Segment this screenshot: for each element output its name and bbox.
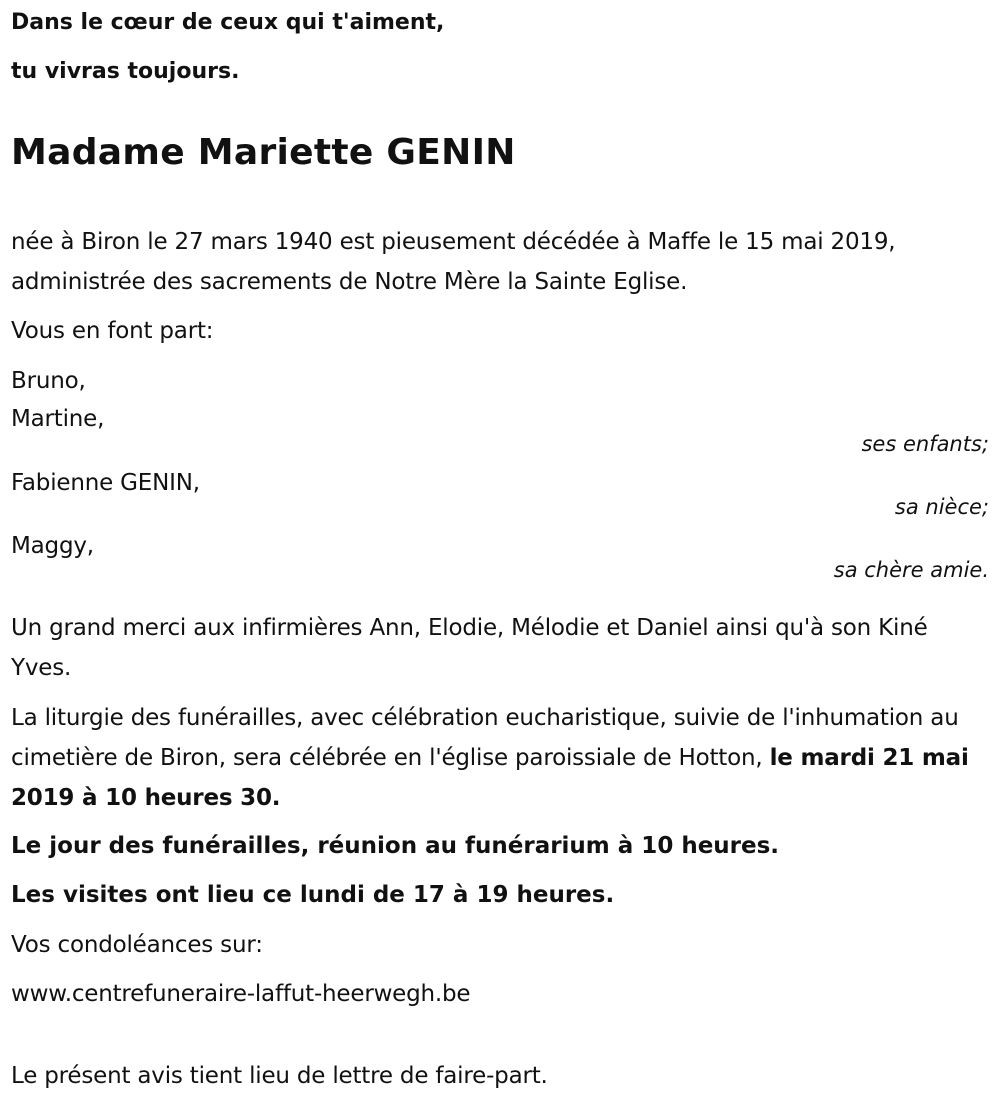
child-name-1: Bruno, <box>11 368 86 394</box>
deceased-name: Madame Mariette GENIN <box>11 132 516 173</box>
niece-relation: sa nièce; <box>894 495 989 519</box>
closing-notice: Le présent avis tient lieu de lettre de faire-part. <box>11 1063 548 1089</box>
intro-paragraph: née à Biron le 27 mars 1940 est pieusement décédée à Maffe le 15 mai 2019, administrée des sacrements de Notre Mère la Sainte Eglise. <box>11 229 896 295</box>
funeral-website: www.centrefuneraire-laffut-heerwegh.be <box>11 981 471 1007</box>
visits-notice: Les visites ont lieu ce lundi de 17 à 19 heures. <box>11 882 615 908</box>
thanks-paragraph: Un grand merci aux infirmières Ann, Elodie, Mélodie et Daniel ainsi qu'à son Kiné Yves. <box>11 615 928 681</box>
epigraph-line-2: tu vivras toujours. <box>11 59 240 84</box>
children-relation: ses enfants; <box>861 432 989 456</box>
meeting-notice: Le jour des funérailles, réunion au funérarium à 10 heures. <box>11 833 780 859</box>
friend-relation: sa chère amie. <box>833 558 989 582</box>
niece-name: Fabienne GENIN, <box>11 470 200 496</box>
liturgy-datetime: le mardi 21 mai 2019 à 10 heures 30. <box>11 745 969 811</box>
child-name-2: Martine, <box>11 406 105 432</box>
friend-name: Maggy, <box>11 533 94 559</box>
liturgy-text: La liturgie des funérailles, avec célébration eucharistique, suivie de l'inhumation au cimetière de Biron, sera célébrée en l'église paroissiale de Hotton, <box>11 705 959 771</box>
condolences-label: Vos condoléances sur: <box>11 932 263 958</box>
liturgy-paragraph <box>11 698 989 818</box>
announce-label: Vous en font part: <box>11 318 214 344</box>
epigraph-line-1: Dans le cœur de ceux qui t'aiment, <box>11 10 445 35</box>
